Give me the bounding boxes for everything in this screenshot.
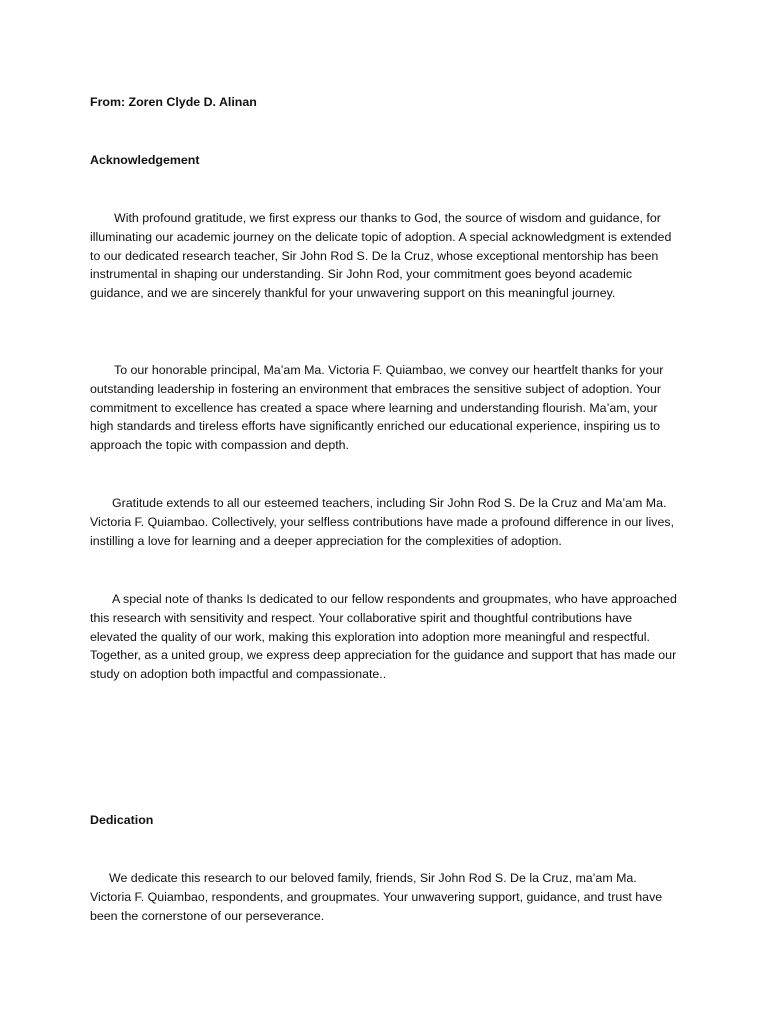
acknowledgement-paragraph-2: To our honorable principal, Ma’am Ma. Victoria F. Quiambao, we convey our heartfelt thanks for your outstanding leadership in fostering an environment that embraces the sensitive subject of adoption. Your commitment to excellence has created a space where learning and understanding flourish. Ma’am, your high standards and tireless efforts have significantly enriched our educational experience, inspiring us to approach the topic with compassion and depth.: [90, 363, 664, 453]
dedication-paragraph: We dedicate this research to our beloved family, friends, Sir John Rod S. De la Cruz, ma’am Ma. Victoria F. Quiambao, respondents, and groupmates. Your unwavering support, guidance, and trust have been the cornerstone of our perseverance.: [90, 871, 663, 923]
acknowledgement-heading: Acknowledgement: [90, 153, 200, 167]
from-line: From: Zoren Clyde D. Alinan: [90, 95, 257, 109]
acknowledgement-paragraph-1: With profound gratitude, we first express our thanks to God, the source of wisdom and guidance, for illuminating our academic journey on the delicate topic of adoption. A special acknowledgment is extended to our dedicated research teacher, Sir John Rod S. De la Cruz, whose exceptional mentorship has been instrumental in shaping our understanding. Sir John Rod, your commitment goes beyond academic guidance, and we are sincerely thankful for your unwavering support on this meaningful journey.: [90, 211, 672, 301]
acknowledgement-paragraph-4: A special note of thanks Is dedicated to our fellow respondents and groupmates, who have approached this research with sensitivity and respect. Your collaborative spirit and thoughtful contributions have elevated the quality of our work, making this exploration into adoption more meaningful and respectful. Together, as a united group, we express deep appreciation for the guidance and support that has made our study on adoption both impactful and compassionate..: [90, 592, 677, 682]
acknowledgement-paragraph-3: Gratitude extends to all our esteemed teachers, including Sir John Rod S. De la Cruz and Ma’am Ma. Victoria F. Quiambao. Collectively, your selfless contributions have made a profound difference in our lives, instilling a love for learning and a deeper appreciation for the complexities of adoption.: [90, 496, 675, 548]
dedication-heading: Dedication: [90, 813, 154, 827]
